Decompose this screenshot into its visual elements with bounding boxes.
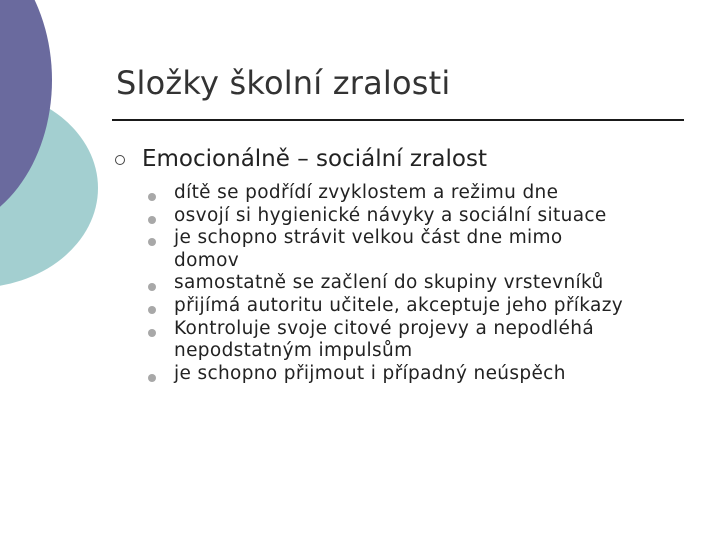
bullet-dot-icon <box>148 216 156 224</box>
level1-bullet-text: Emocionálně – sociální zralost <box>142 146 487 172</box>
list-item <box>148 272 688 295</box>
bullet-dot-icon <box>148 329 156 337</box>
list-item-text: je schopno strávit velkou část dne mimo domov <box>174 227 563 271</box>
list-item <box>148 318 688 363</box>
ring-bullet-icon <box>115 155 125 165</box>
list-item <box>148 227 688 272</box>
list-item-text: je schopno přijmout i případný neúspěch <box>174 362 566 384</box>
list-item <box>148 182 688 205</box>
list-item <box>148 295 688 318</box>
title-divider <box>112 119 684 121</box>
list-item-text: Kontroluje svoje citové projevy a nepodléhá nepodstatným impulsům <box>174 317 595 362</box>
list-item-text: dítě se podřídí zvyklostem a režimu dne <box>174 182 559 203</box>
bullet-dot-icon <box>148 283 156 291</box>
list-item-text: samostatně se začlení do skupiny vrstevníků <box>174 272 604 294</box>
bullet-dot-icon <box>148 374 156 382</box>
bullet-dot-icon <box>148 306 156 314</box>
bullet-dot-icon <box>148 193 156 201</box>
slide-title: Složky školní zralosti <box>116 64 451 102</box>
list-item-text: přijímá autoritu učitele, akceptuje jeho příkazy <box>174 294 624 316</box>
bullet-dot-icon <box>148 238 156 246</box>
level1-bullet-item <box>115 146 487 172</box>
list-item <box>148 363 688 386</box>
list-item <box>148 205 688 228</box>
sub-bullet-list <box>148 182 688 385</box>
list-item-text: osvojí si hygienické návyky a sociální situace <box>174 204 607 226</box>
